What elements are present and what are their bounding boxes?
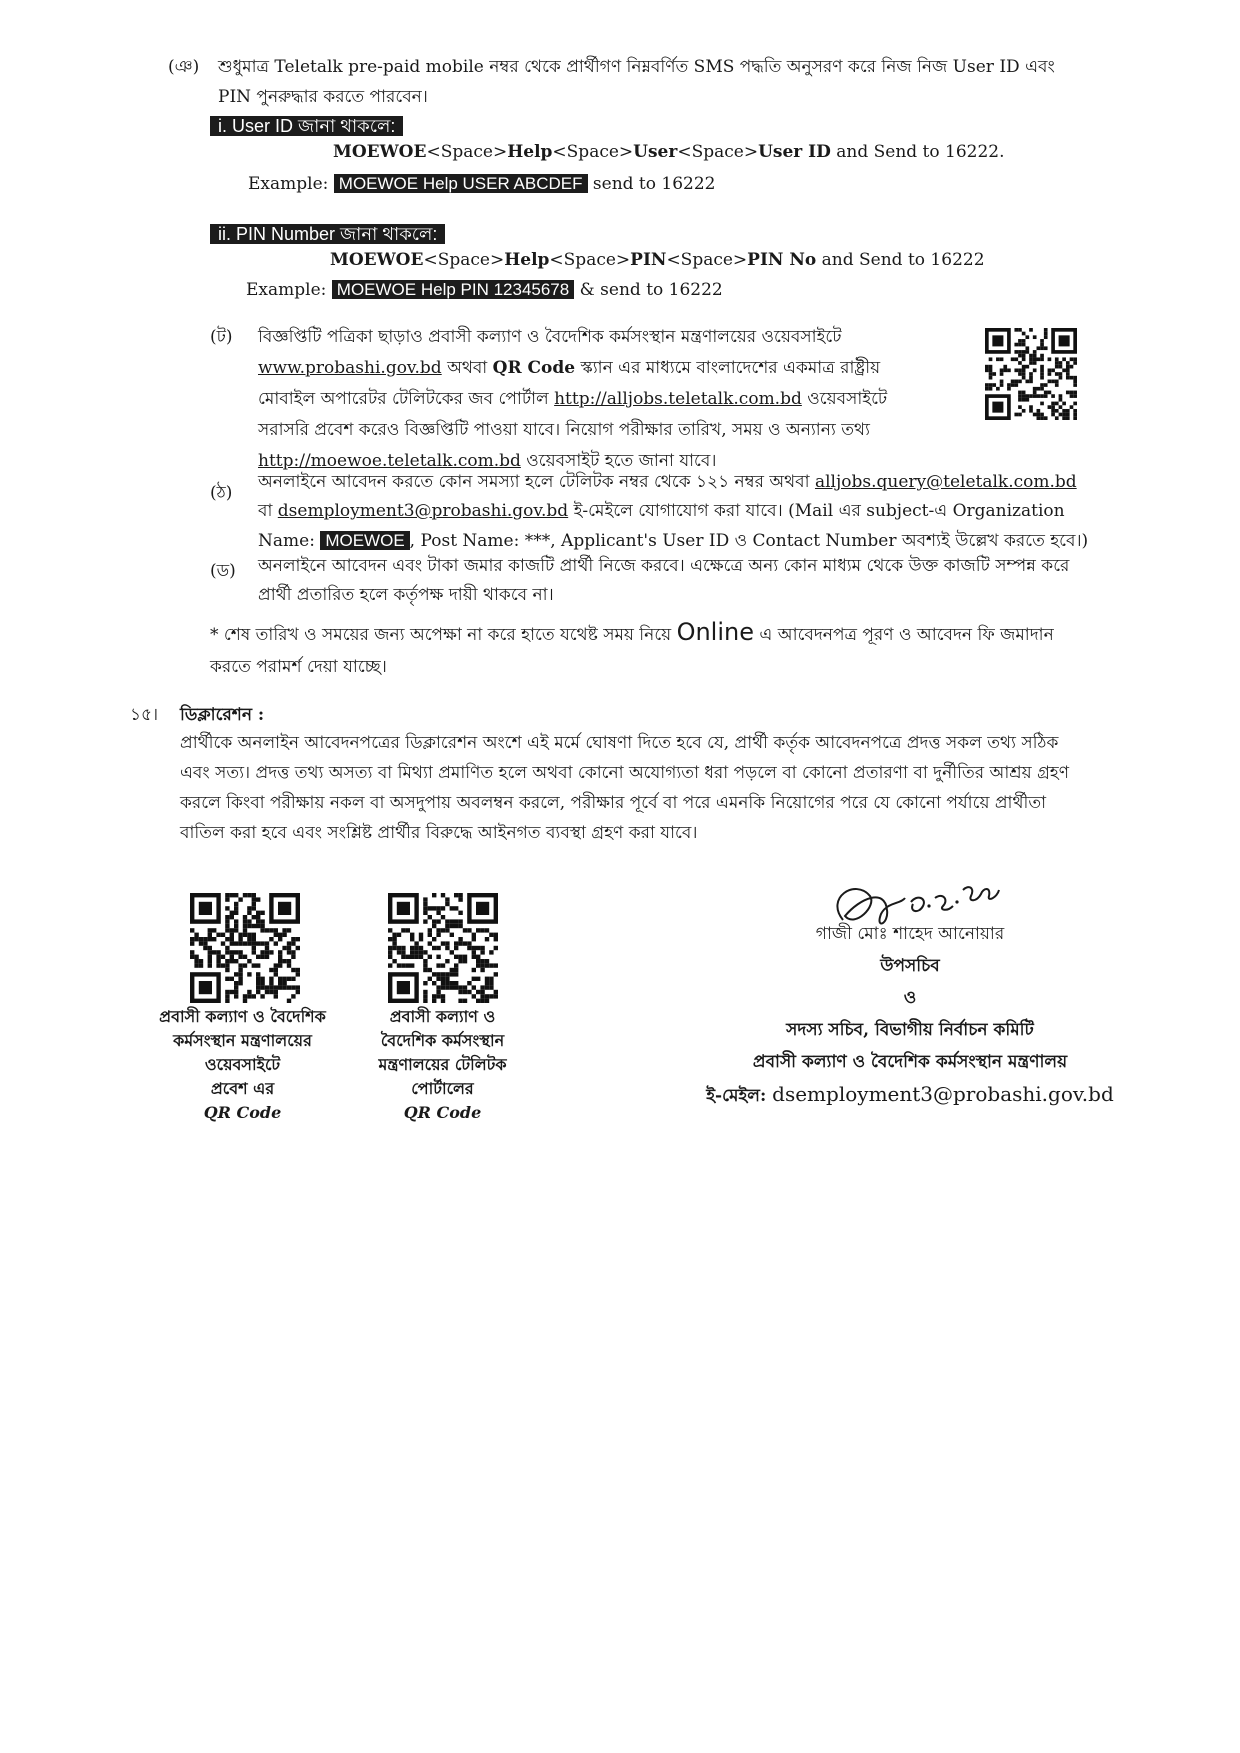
example-user: Example: MOEWOE Help USER ABCDEF send to 16222	[248, 174, 716, 194]
item-marker: (ঞ)	[168, 57, 200, 77]
org-name-highlight: MOEWOE	[320, 531, 409, 550]
item-marker: (ড)	[210, 561, 236, 581]
advisory-note: * শেষ তারিখ ও সময়ের জন্য অপেক্ষা না করে হাতে যথেষ্ট সময় নিয়ে Online এ আবেদনপত্র পূরণ ও আবেদন ফি জমাদান করতে পরামর্শ দেয়া যাচ্ছে।	[210, 618, 1054, 677]
sms-command-pin: MOEWOE<Space>Help<Space>PIN<Space>PIN No and Send to 16222	[330, 250, 985, 270]
example-highlight: MOEWOE Help PIN 12345678	[332, 280, 574, 299]
link-query-email[interactable]: alljobs.query@teletalk.com.bd	[814, 472, 1077, 492]
qr-right-caption: প্রবাসী কল্যাণ ও বৈদেশিক কর্মসংস্থান মন্ত্রণালয়ের টেলিটক পোর্টালের QR Code	[378, 1007, 507, 1122]
item-da-body: অনলাইনে আবেদন এবং টাকা জমার কাজটি প্রার্থী নিজে করবে। এক্ষেত্রে অন্য কোন মাধ্যম থেকে উক্ত কাজটি সম্পন্ন করে প্রার্থী প্রতারিত হলে কর্তৃপক্ষ দায়ী থাকবে না।	[258, 556, 1070, 605]
link-moewoe[interactable]: http://moewoe.teletalk.com.bd	[258, 451, 521, 471]
qr-code-icon	[388, 893, 498, 1003]
item-marker: (ট)	[210, 327, 233, 347]
qr-code-icon	[190, 893, 300, 1003]
ministry-name: প্রবাসী কল্যাণ ও বৈদেশিক কর্মসংস্থান মন্ত্রণালয়	[752, 1052, 1068, 1072]
link-ds-email[interactable]: dsemployment3@probashi.gov.bd	[277, 501, 569, 521]
example-highlight: MOEWOE Help USER ABCDEF	[334, 174, 588, 193]
item-ta-body: বিজ্ঞপ্তিটি পত্রিকা ছাড়াও প্রবাসী কল্যাণ ও বৈদেশিক কর্মসংস্থান মন্ত্রণালয়ের ওয়েবসাইটে www.probashi.gov.bd অথবা QR Code স্ক্যান এর মাধ্যমে বাংলাদেশের একমাত্র রাষ্ট্রীয় মোবাইল অপারেটর টেলিটকের জব পোর্টাল http://alljobs.teletalk.com.bd ওয়েবসাইটে সরাসরি প্রবেশ করেও বিজ্ঞপ্তিটি পাওয়া যাবে। নিয়োগ পরীক্ষার তারিখ, সময় ও অন্যান্য তথ্য http://moewoe.teletalk.com.bd ওয়েবসাইট হতে জানা যাবে।	[258, 327, 888, 471]
item-marker: (ঠ)	[210, 483, 233, 503]
paragraph-line: PIN পুনরুদ্ধার করতে পারবেন।	[218, 87, 428, 107]
pin-header: ii. PIN Number জানা থাকলে:	[210, 224, 445, 244]
item-tha-body: অনলাইনে আবেদন করতে কোন সমস্যা হলে টেলিটক নম্বর থেকে ১২১ নম্বর অথবা alljobs.query@teletalk.com.bd বা dsemployment3@probashi.gov.bd ই-মেইলে যোগাযোগ করা যাবে। (Mail এর subject-এ Organization Name: MOEWOE , Post Name: ***, Applicant's User ID ও Contact Number অবশ্যই উল্লেখ করতে হবে।)	[258, 472, 1089, 551]
link-probashi[interactable]: www.probashi.gov.bd	[258, 358, 442, 378]
link-alljobs[interactable]: http://alljobs.teletalk.com.bd	[554, 389, 802, 409]
user-id-header: i. User ID জানা থাকলে:	[210, 116, 403, 136]
declaration-body: প্রার্থীকে অনলাইন আবেদনপত্রের ডিক্লারেশন অংশে এই মর্মে ঘোষণা দিতে হবে যে, প্রার্থী কর্তৃক আবেদনপত্রে প্রদত্ত সকল তথ্য সঠিক এবং সত্য। প্রদত্ত তথ্য অসত্য বা মিথ্যা প্রমাণিত হলে অথবা কোনো অযোগ্যতা ধরা পড়লে বা কোনো প্রতারণা বা দুর্নীতির আশ্রয় গ্রহণ করলে কিংবা পরীক্ষায় নকল বা অসদুপায় অবলম্বন করলে, পরীক্ষার পূর্বে বা পরে এমনকি নিয়োগের পরে যে কোনো পর্যায়ে প্রার্থীতা বাতিল করা হবে এবং সংশ্লিষ্ট প্রার্থীর বিরুদ্ধে আইনগত ব্যবস্থা গ্রহণ করা যাবে।	[180, 733, 1070, 843]
example-pin: Example: MOEWOE Help PIN 12345678 & send to 16222	[246, 280, 723, 300]
conjunction: ও	[903, 988, 917, 1008]
signatory-role: সদস্য সচিব, বিভাগীয় নির্বাচন কমিটি	[786, 1020, 1034, 1040]
paragraph-line: শুধুমাত্র Teletalk pre-paid mobile নম্বর থেকে প্রার্থীগণ নিম্নবর্ণিত SMS পদ্ধতি অনুসরণ করে নিজ নিজ User ID এবং	[218, 57, 1055, 77]
signatory-name: গাজী মোঃ শাহেদ আনোয়ার	[815, 924, 1005, 944]
qr-left-caption: প্রবাসী কল্যাণ ও বৈদেশিক কর্মসংস্থান মন্ত্রণালয়ের ওয়েবসাইটে প্রবেশ এর QR Code	[159, 1007, 326, 1122]
signatory-designation: উপসচিব	[880, 956, 940, 976]
signatory-email[interactable]: dsemployment3@probashi.gov.bd	[772, 1082, 1114, 1106]
section-number: ১৫।	[130, 705, 159, 725]
qr-code-icon	[985, 328, 1077, 420]
sms-command-user: MOEWOE<Space>Help<Space>User<Space>User ID and Send to 16222.	[333, 142, 1005, 162]
signature-block: গাজী মোঃ শাহেদ আনোয়ার উপসচিব ও সদস্য সচিব, বিভাগীয় নির্বাচন কমিটি প্রবাসী কল্যাণ ও বৈদেশিক কর্মসংস্থান মন্ত্রণালয় ই-মেইল: dsemployment3@probashi.gov.bd	[700, 918, 1120, 1112]
declaration-title: ডিক্লারেশন :	[180, 705, 265, 725]
